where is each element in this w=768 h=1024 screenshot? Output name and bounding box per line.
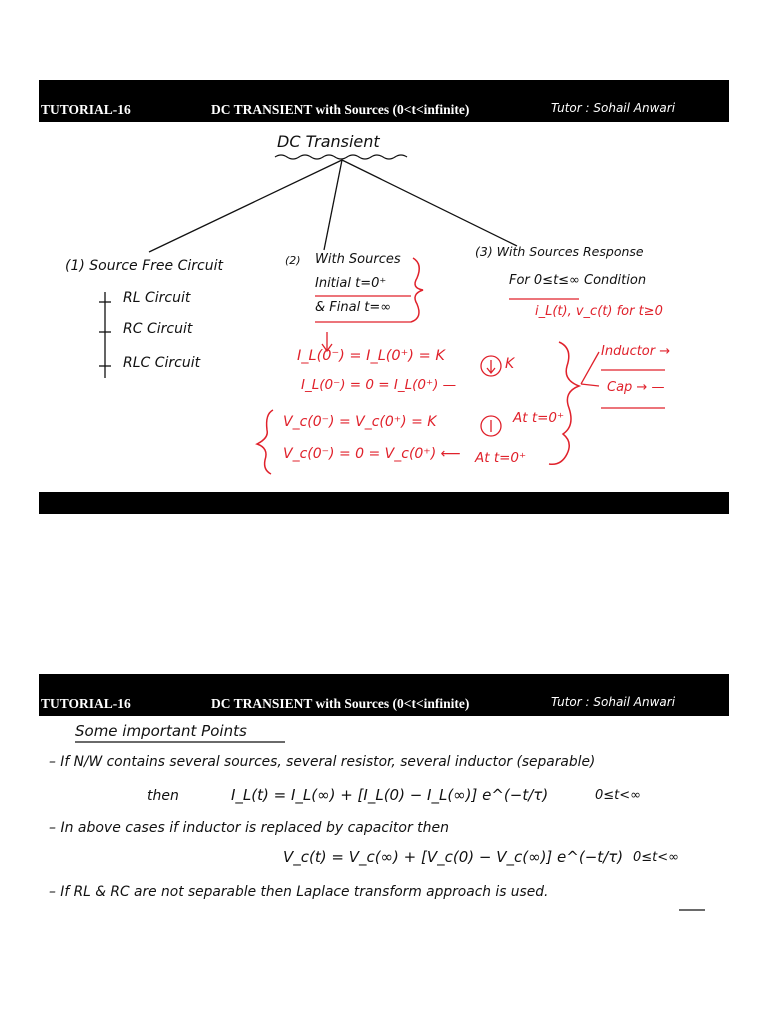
points-heading: Some important Points bbox=[75, 722, 247, 740]
branch-2-line: With Sources bbox=[315, 252, 401, 267]
point-text: – In above cases if inductor is replaced by capacitor then bbox=[49, 820, 450, 836]
cap-note: Cap → — bbox=[607, 380, 665, 395]
tree-root: DC Transient bbox=[277, 132, 380, 151]
branch-1-item: RL Circuit bbox=[123, 290, 191, 306]
inductor-equation: I_L(0⁻) = I_L(0⁺) = K bbox=[297, 348, 445, 364]
inductor-note: Inductor → bbox=[601, 344, 671, 359]
time-range: 0≤t<∞ bbox=[633, 850, 679, 865]
tutorial-number: TUTORIAL-16 bbox=[41, 102, 131, 117]
slide-title: DC TRANSIENT with Sources (0<t<infinite) bbox=[211, 102, 470, 117]
tutor-signature: Tutor : Sohail Anwari bbox=[551, 695, 676, 709]
branch-1-title: (1) Source Free Circuit bbox=[65, 258, 223, 274]
slide-footer-bar bbox=[39, 492, 729, 514]
capacitor-voltage-formula: V_c(t) = V_c(∞) + [V_c(0) − V_c(∞)] e^(−t/τ) bbox=[283, 848, 624, 866]
branch-2-line: & Final t=∞ bbox=[315, 300, 392, 315]
time-range: 0≤t<∞ bbox=[595, 788, 641, 803]
inductor-equation: I_L(0⁻) = 0 = I_L(0⁺) — bbox=[301, 377, 457, 393]
at-time-label: At t=0⁺ bbox=[475, 450, 527, 466]
capacitor-equation: V_c(0⁻) = V_c(0⁺) = K bbox=[283, 414, 437, 430]
point-text: – If N/W contains several sources, several resistor, several inductor (separable) bbox=[49, 754, 596, 770]
slide-2 bbox=[39, 674, 729, 938]
branch-3-line: For 0≤t≤∞ Condition bbox=[509, 273, 647, 288]
branch-2-number: (2) bbox=[285, 254, 301, 267]
slide-1 bbox=[39, 80, 729, 514]
tutorial-number: TUTORIAL-16 bbox=[41, 696, 131, 711]
branch-1-item: RLC Circuit bbox=[123, 355, 201, 371]
branch-3-line: (3) With Sources Response bbox=[475, 244, 644, 259]
point-text: – If RL & RC are not separable then Laplace transform approach is used. bbox=[49, 884, 549, 900]
slide-title: DC TRANSIENT with Sources (0<t<infinite) bbox=[211, 696, 470, 711]
branch-3-line: i_L(t), v_c(t) for t≥0 bbox=[535, 304, 663, 319]
branch-2-line: Initial t=0⁺ bbox=[315, 276, 387, 291]
tutor-signature: Tutor : Sohail Anwari bbox=[551, 101, 676, 115]
inductor-current-formula: I_L(t) = I_L(∞) + [I_L(0) − I_L(∞)] e^(−t/τ) bbox=[231, 786, 549, 804]
capacitor-equation: V_c(0⁻) = 0 = V_c(0⁺) ⟵ bbox=[283, 446, 461, 462]
point-text: then bbox=[147, 788, 179, 804]
voltage-source-label: At t=0⁺ bbox=[513, 410, 565, 426]
current-source-label: K bbox=[505, 356, 515, 372]
branch-1-item: RC Circuit bbox=[123, 321, 193, 337]
